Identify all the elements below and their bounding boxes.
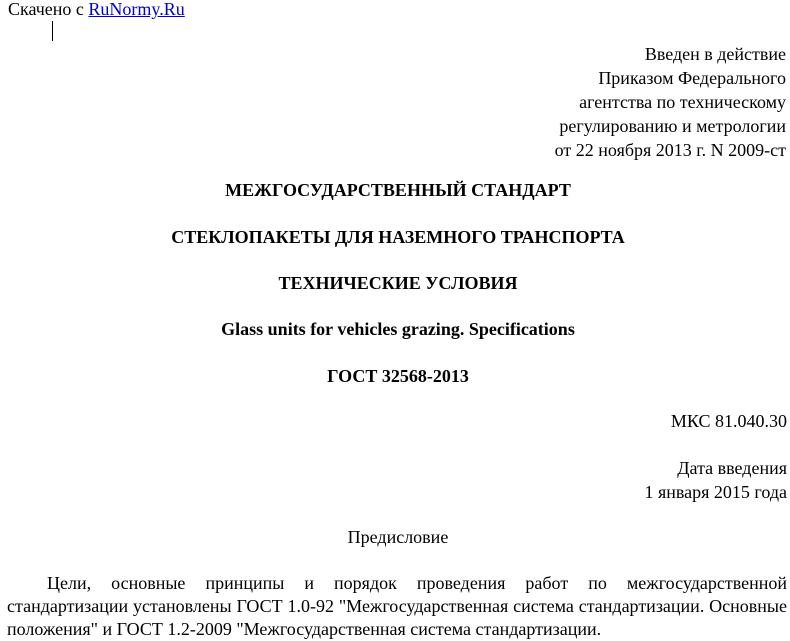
enactment-line: регулированию и метрологии xyxy=(559,116,786,136)
document-title: СТЕКЛОПАКЕТЫ ДЛЯ НАЗЕМНОГО ТРАНСПОРТА xyxy=(171,227,625,247)
enactment-line: агентства по техническому xyxy=(579,92,786,112)
introduction-date-block xyxy=(644,456,787,504)
enactment-block xyxy=(555,42,786,162)
source-prefix: Скачено с xyxy=(8,0,84,19)
preface-heading: Предисловие xyxy=(347,527,449,547)
document-subtitle: ТЕХНИЧЕСКИЕ УСЛОВИЯ xyxy=(278,273,518,293)
source-line xyxy=(8,0,185,20)
enactment-line: Введен в действие xyxy=(644,44,786,64)
date-value: 1 января 2015 года xyxy=(644,482,787,502)
enactment-line: от 22 ноября 2013 г. N 2009-ст xyxy=(554,140,786,160)
date-label: Дата введения xyxy=(677,458,787,478)
standard-type-heading: МЕЖГОСУДАРСТВЕННЫЙ СТАНДАРТ xyxy=(225,180,571,200)
source-site-link[interactable]: RuNormy.Ru xyxy=(88,0,185,19)
enactment-line: Приказом Федерального xyxy=(598,68,786,88)
preface-paragraph: Цели, основные принципы и порядок проведения работ по межгосударственной стандартизации установлены ГОСТ 1.0-92 "Межгосударственная система стандартизации. Основные положения" и ГОСТ 1.2-2009 "Межгосударственная система стандартизации. xyxy=(7,573,787,639)
text-cursor xyxy=(52,21,53,41)
mks-code: МКС 81.040.30 xyxy=(670,411,787,431)
gost-number: ГОСТ 32568-2013 xyxy=(327,366,469,386)
english-title: Glass units for vehicles grazing. Specifications xyxy=(221,319,575,339)
